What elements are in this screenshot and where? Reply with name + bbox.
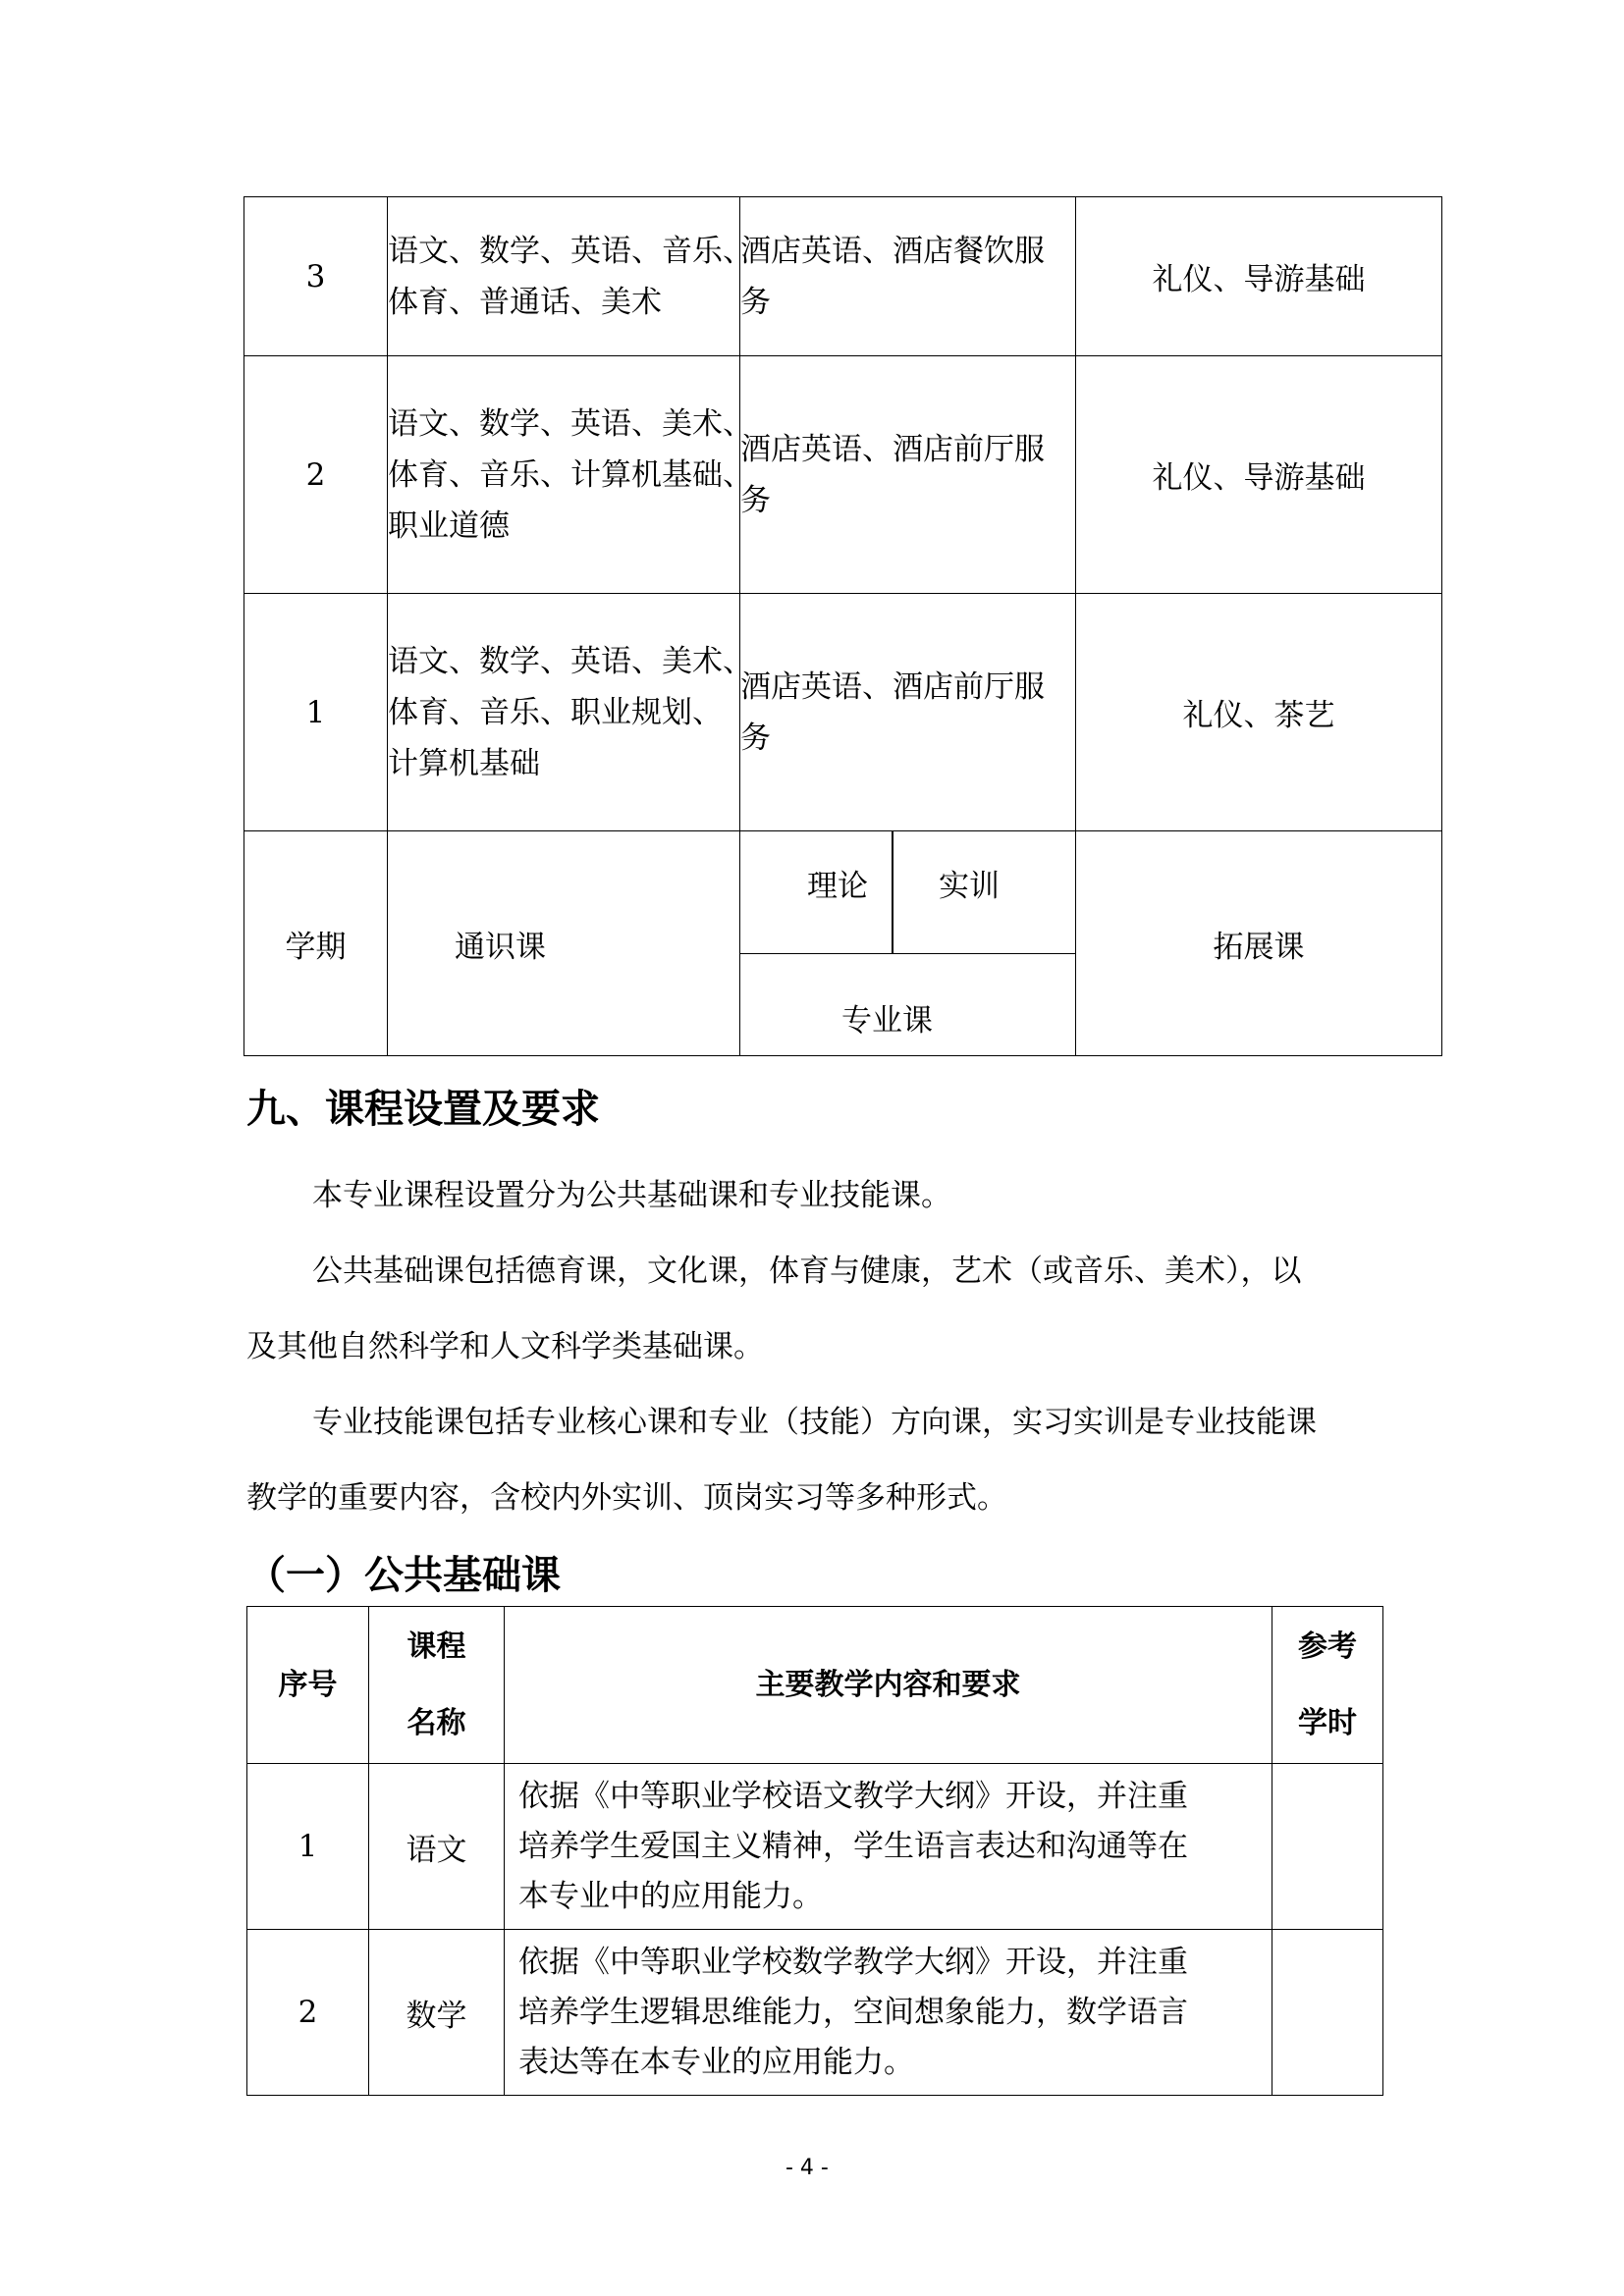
index-header: 序号 — [247, 1607, 369, 1764]
paragraph: 专业技能课包括专业核心课和专业（技能）方向课，实习实训是专业技能课 — [312, 1405, 1317, 1440]
course-name-cell: 语文 — [369, 1764, 505, 1930]
semester-course-table — [244, 196, 1442, 1056]
extension-courses-cell: 礼仪、导游基础 — [1076, 197, 1442, 356]
extension-header: 拓展课 — [1076, 831, 1442, 1056]
table-row — [244, 356, 1442, 594]
table-row — [244, 197, 1442, 356]
public-course-table — [246, 1606, 1383, 2096]
table-header-row — [244, 831, 1442, 1056]
general-courses-cell: 语文、数学、英语、美术、 体育、音乐、职业规划、 计算机基础 — [388, 594, 740, 831]
theory-header: 理论 — [807, 869, 868, 904]
paragraph: 教学的重要内容，含校内外实训、顶岗实习等多种形式。 — [246, 1480, 1007, 1516]
index-cell: 1 — [247, 1764, 369, 1930]
hours-cell — [1272, 1764, 1383, 1930]
index-cell: 2 — [247, 1930, 369, 2096]
content-header: 主要教学内容和要求 — [505, 1607, 1272, 1764]
table-row — [244, 594, 1442, 831]
term-cell: 2 — [244, 356, 388, 594]
table-header-row — [247, 1607, 1383, 1764]
page-number: - 4 - — [785, 2156, 829, 2180]
major-header-cell — [740, 831, 1076, 1056]
major-courses-cell: 酒店英语、酒店餐饮服 务 — [740, 197, 1076, 356]
general-courses-cell: 语文、数学、英语、美术、 体育、音乐、计算机基础、 职业道德 — [388, 356, 740, 594]
course-description-cell: 依据《中等职业学校语文教学大纲》开设，并注重 培养学生爱国主义精神，学生语言表达和沟通等在 本专业中的应用能力。 — [505, 1764, 1272, 1930]
course-description-cell: 依据《中等职业学校数学教学大纲》开设，并注重 培养学生逻辑思维能力，空间想象能力，数学语言 表达等在本专业的应用能力。 — [505, 1930, 1272, 2096]
subsection-title: （一）公共基础课 — [246, 1553, 561, 1598]
general-courses-cell: 语文、数学、英语、音乐、 体育、普通话、美术 — [388, 197, 740, 356]
extension-courses-cell: 礼仪、茶艺 — [1076, 594, 1442, 831]
section-title: 九、课程设置及要求 — [246, 1087, 600, 1132]
major-courses-cell: 酒店英语、酒店前厅服 务 — [740, 356, 1076, 594]
paragraph: 公共基础课包括德育课，文化课，体育与健康，艺术（或音乐、美术），以 — [312, 1254, 1302, 1289]
paragraph: 及其他自然科学和人文科学类基础课。 — [246, 1329, 764, 1364]
term-cell: 1 — [244, 594, 388, 831]
major-courses-cell: 酒店英语、酒店前厅服 务 — [740, 594, 1076, 831]
table-row — [247, 1930, 1383, 2096]
major-header: 专业课 — [841, 1003, 933, 1039]
extension-courses-cell: 礼仪、导游基础 — [1076, 356, 1442, 594]
hours-cell — [1272, 1930, 1383, 2096]
course-name-cell: 数学 — [369, 1930, 505, 2096]
course-name-header: 课程 名称 — [369, 1607, 505, 1764]
term-header: 学期 — [244, 831, 388, 1056]
general-header: 通识课 — [388, 831, 740, 1056]
hours-header: 参考 学时 — [1272, 1607, 1383, 1764]
table-row — [247, 1764, 1383, 1930]
practice-header: 实训 — [939, 869, 1000, 904]
term-cell: 3 — [244, 197, 388, 356]
paragraph: 本专业课程设置分为公共基础课和专业技能课。 — [312, 1178, 951, 1213]
